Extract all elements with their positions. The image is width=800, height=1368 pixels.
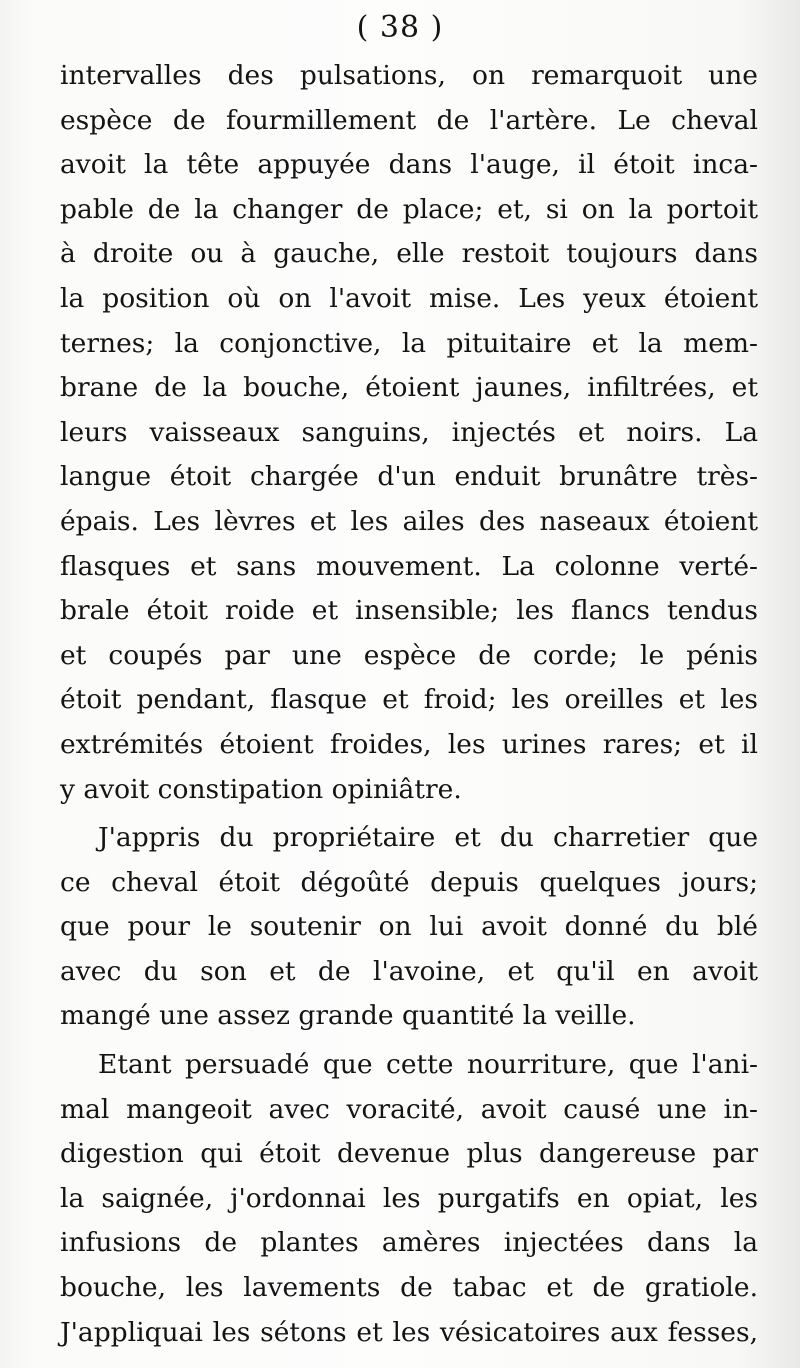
text-line: extrémités étoient froides, les urines rares; et il <box>60 728 758 760</box>
text-line: intervalles des pulsations, on remarquoit une <box>60 60 758 91</box>
paragraph-2 <box>60 816 758 1039</box>
text-line: avoit la tête appuyée dans l'auge, il étoit inca- <box>60 149 758 181</box>
paragraph-3 <box>60 1043 758 1355</box>
text-line: Etant persuadé que cette nourriture, que l'ani- <box>98 1049 758 1081</box>
text-line: ce cheval étoit dégoûté depuis quelques jours; <box>60 866 758 898</box>
text-line: ternes; la conjonctive, la pituitaire et la mem- <box>60 327 758 359</box>
text-line: que pour le soutenir on lui avoit donné du blé <box>60 911 758 943</box>
text-line: J'appris du propriétaire et du charretier que <box>98 822 758 854</box>
text-line: la saignée, j'ordonnai les purgatifs en opiat, les <box>60 1182 758 1214</box>
text-line: étoit pendant, flasque et froid; les oreilles et les <box>60 684 758 716</box>
text-line: espèce de fourmillement de l'artère. Le cheval <box>60 104 758 136</box>
text-line: J'appliquai les sétons et les vésicatoires aux fesses, <box>60 1316 758 1348</box>
text-line: à droite ou à gauche, elle restoit toujours dans <box>60 238 758 270</box>
text-line: et coupés par une espèce de corde; le pénis <box>60 639 758 671</box>
text-line: bouche, les lavements de tabac et de gratiole. <box>60 1272 758 1304</box>
text-line: y avoit constipation opiniâtre. <box>60 773 462 805</box>
text-line: langue étoit chargée d'un enduit brunâtre très- <box>60 461 758 493</box>
paragraph-1 <box>60 54 758 812</box>
text-line: mangé une assez grande quantité la veille. <box>60 1000 636 1032</box>
text-line: flasques et sans mouvement. La colonne verté- <box>60 550 758 582</box>
text-line: pable de la changer de place; et, si on la portoit <box>60 193 758 225</box>
text-line: brale étoit roide et insensible; les flancs tendus <box>60 595 758 627</box>
text-line: brane de la bouche, étoient jaunes, infiltrées, et <box>60 372 758 404</box>
text-line: leurs vaisseaux sanguins, injectés et noirs. La <box>60 416 758 448</box>
body-text <box>60 54 758 1355</box>
text-line: avec du son et de l'avoine, et qu'il en avoit <box>60 955 758 987</box>
text-line: la position où on l'avoit mise. Les yeux étoient <box>60 282 758 314</box>
text-line: digestion qui étoit devenue plus dangereuse par <box>60 1138 758 1170</box>
text-line: infusions de plantes amères injectées dans la <box>60 1227 758 1259</box>
text-line: mal mangeoit avec voracité, avoit causé une in- <box>60 1093 758 1125</box>
page-number: ( 38 ) <box>356 10 444 45</box>
text-line: épais. Les lèvres et les ailes des naseaux étoient <box>60 505 758 537</box>
